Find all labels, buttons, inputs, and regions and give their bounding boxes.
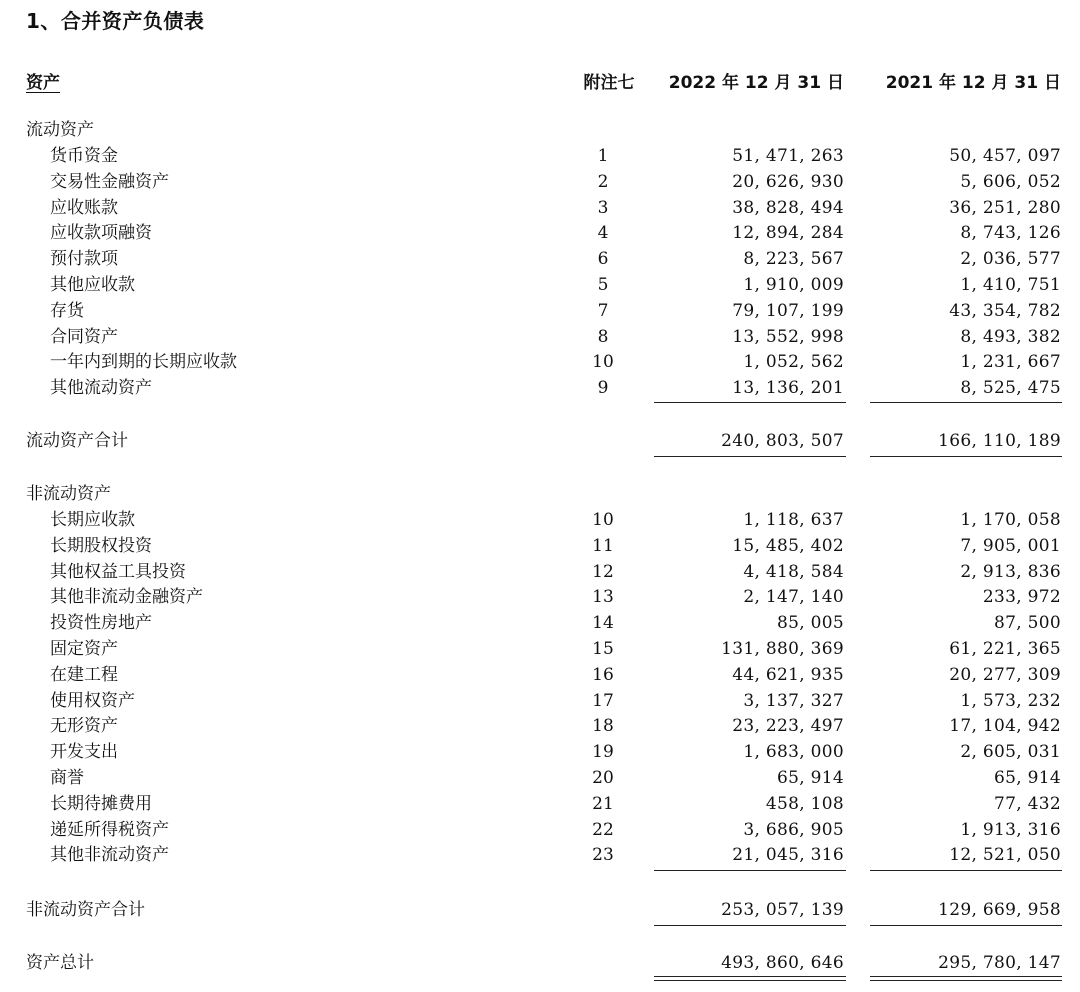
table-row <box>0 324 1080 350</box>
value-2021: 5, 606, 052 <box>960 171 1061 192</box>
table-row <box>0 195 1080 221</box>
item-label: 使用权资产 <box>50 690 135 711</box>
table-row <box>0 842 1080 868</box>
note-ref: 1 <box>597 146 609 166</box>
value-2022: 13, 552, 998 <box>732 326 844 347</box>
item-label: 应收账款 <box>50 197 118 218</box>
note-ref: 22 <box>592 819 614 840</box>
note-ref: 10 <box>592 352 614 373</box>
subtotal-rule-2021 <box>870 870 1062 871</box>
value-2022: 1, 052, 562 <box>743 352 844 373</box>
item-label: 开发支出 <box>50 742 118 763</box>
note-ref: 11 <box>592 535 614 556</box>
note-ref: 10 <box>592 510 614 530</box>
column-header-asset: 资产 <box>26 73 60 93</box>
table-row <box>0 298 1080 324</box>
value-2021: 1, 573, 232 <box>960 690 1061 711</box>
grand-total-row <box>0 950 1080 976</box>
note-ref: 12 <box>592 561 614 582</box>
value-2021: 2, 605, 031 <box>960 742 1061 763</box>
item-label: 交易性金融资产 <box>50 171 169 192</box>
note-ref: 15 <box>592 639 614 659</box>
grand-total-2022: 493, 860, 646 <box>721 953 844 973</box>
section-label: 流动资产 <box>26 120 94 140</box>
item-label: 无形资产 <box>50 716 118 737</box>
value-2022: 1, 683, 000 <box>743 742 844 763</box>
item-label: 其他非流动资产 <box>50 845 169 866</box>
value-2022: 1, 118, 637 <box>743 510 844 530</box>
total-2022: 240, 803, 507 <box>721 431 844 451</box>
value-2022: 131, 880, 369 <box>721 639 844 659</box>
value-2021: 1, 170, 058 <box>960 510 1061 530</box>
value-2022: 85, 005 <box>777 613 844 634</box>
value-2021: 233, 972 <box>982 587 1061 608</box>
value-2022: 44, 621, 935 <box>732 664 844 685</box>
item-label: 预付款项 <box>50 249 118 270</box>
total-rule-2021 <box>870 456 1062 457</box>
table-row <box>0 739 1080 765</box>
value-2021: 7, 905, 001 <box>960 535 1061 556</box>
total-label: 流动资产合计 <box>26 431 128 451</box>
column-header-2022: 2022 年 12 月 31 日 <box>668 73 844 93</box>
value-2022: 65, 914 <box>777 768 844 788</box>
value-2021: 36, 251, 280 <box>949 197 1061 218</box>
item-label: 商誉 <box>50 768 84 788</box>
note-ref: 5 <box>597 275 609 295</box>
item-label: 存货 <box>50 300 84 321</box>
total-rule-2021 <box>870 925 1062 926</box>
value-2021: 50, 457, 097 <box>949 146 1061 166</box>
table-row <box>0 169 1080 195</box>
value-2022: 13, 136, 201 <box>732 378 844 399</box>
grand-total-label: 资产总计 <box>26 953 94 973</box>
item-label: 一年内到期的长期应收款 <box>50 352 237 373</box>
value-2022: 38, 828, 494 <box>732 197 844 218</box>
note-ref: 9 <box>597 378 609 399</box>
note-ref: 3 <box>597 197 609 218</box>
value-2022: 2, 147, 140 <box>743 587 844 608</box>
item-label: 其他流动资产 <box>50 378 152 399</box>
double-rule-2021 <box>870 976 1062 981</box>
table-row <box>0 143 1080 169</box>
table-row <box>0 791 1080 817</box>
current-assets-total-row <box>0 428 1080 454</box>
column-header-note: 附注七 <box>583 73 635 93</box>
subtotal-rule-2022 <box>654 402 846 403</box>
value-2022: 8, 223, 567 <box>743 249 844 270</box>
section-label: 非流动资产 <box>26 484 111 504</box>
table-row <box>0 817 1080 843</box>
note-ref: 13 <box>592 587 614 608</box>
value-2022: 12, 894, 284 <box>732 223 844 244</box>
column-header-2021: 2021 年 12 月 31 日 <box>885 73 1061 93</box>
table-row <box>0 584 1080 610</box>
value-2021: 20, 277, 309 <box>949 664 1061 685</box>
table-row <box>0 765 1080 791</box>
table-row <box>0 349 1080 375</box>
table-row <box>0 713 1080 739</box>
value-2021: 87, 500 <box>994 613 1061 634</box>
value-2021: 1, 913, 316 <box>960 819 1061 840</box>
total-rule-2022 <box>654 456 846 457</box>
table-row <box>0 688 1080 714</box>
item-label: 应收款项融资 <box>50 223 152 244</box>
note-ref: 2 <box>597 171 609 192</box>
value-2021: 65, 914 <box>994 768 1061 788</box>
item-label: 递延所得税资产 <box>50 819 169 840</box>
note-ref: 14 <box>592 613 614 634</box>
value-2022: 21, 045, 316 <box>732 845 844 866</box>
value-2021: 77, 432 <box>994 793 1061 814</box>
item-label: 合同资产 <box>50 326 118 347</box>
double-rule-2022 <box>654 976 846 981</box>
item-label: 其他非流动金融资产 <box>50 587 203 608</box>
note-ref: 19 <box>592 742 614 763</box>
total-2021: 166, 110, 189 <box>938 431 1061 451</box>
note-ref: 18 <box>592 716 614 737</box>
table-row <box>0 559 1080 585</box>
table-row <box>0 272 1080 298</box>
item-label: 在建工程 <box>50 664 118 685</box>
value-2021: 61, 221, 365 <box>949 639 1061 659</box>
table-row <box>0 246 1080 272</box>
item-label: 固定资产 <box>50 639 118 659</box>
value-2021: 43, 354, 782 <box>949 300 1061 321</box>
value-2022: 15, 485, 402 <box>732 535 844 556</box>
value-2021: 12, 521, 050 <box>949 845 1061 866</box>
value-2022: 20, 626, 930 <box>732 171 844 192</box>
item-label: 长期股权投资 <box>50 535 152 556</box>
note-ref: 4 <box>597 223 609 244</box>
table-row <box>0 375 1080 401</box>
note-ref: 23 <box>592 845 614 866</box>
value-2022: 79, 107, 199 <box>732 300 844 321</box>
value-2022: 51, 471, 263 <box>732 146 844 166</box>
grand-total-2021: 295, 780, 147 <box>938 953 1061 973</box>
table-row <box>0 220 1080 246</box>
value-2022: 3, 686, 905 <box>743 819 844 840</box>
value-2021: 17, 104, 942 <box>949 716 1061 737</box>
value-2021: 2, 913, 836 <box>960 561 1061 582</box>
item-label: 投资性房地产 <box>50 613 152 634</box>
note-ref: 16 <box>592 664 614 685</box>
total-2021: 129, 669, 958 <box>938 900 1061 920</box>
table-row <box>0 533 1080 559</box>
item-label: 货币资金 <box>50 146 118 166</box>
note-ref: 8 <box>597 326 609 347</box>
total-rule-2022 <box>654 925 846 926</box>
item-label: 长期待摊费用 <box>50 793 152 814</box>
total-2022: 253, 057, 139 <box>721 900 844 920</box>
table-row <box>0 662 1080 688</box>
value-2021: 8, 743, 126 <box>960 223 1061 244</box>
value-2021: 8, 493, 382 <box>960 326 1061 347</box>
total-label: 非流动资产合计 <box>26 900 145 920</box>
value-2022: 458, 108 <box>765 793 844 814</box>
page-title: 1、合并资产负债表 <box>26 9 205 33</box>
value-2021: 1, 231, 667 <box>960 352 1061 373</box>
value-2022: 1, 910, 009 <box>743 275 844 295</box>
note-ref: 21 <box>592 793 614 814</box>
item-label: 长期应收款 <box>50 510 135 530</box>
value-2022: 3, 137, 327 <box>743 690 844 711</box>
subtotal-rule-2021 <box>870 402 1062 403</box>
value-2021: 2, 036, 577 <box>960 249 1061 270</box>
note-ref: 6 <box>597 249 609 270</box>
value-2022: 23, 223, 497 <box>732 716 844 737</box>
value-2022: 4, 418, 584 <box>743 561 844 582</box>
subtotal-rule-2022 <box>654 870 846 871</box>
value-2021: 1, 410, 751 <box>960 275 1061 295</box>
item-label: 其他权益工具投资 <box>50 561 186 582</box>
section-heading-noncurrent <box>0 481 1080 507</box>
table-row <box>0 507 1080 533</box>
note-ref: 7 <box>597 300 609 321</box>
section-heading-current <box>0 117 1080 143</box>
table-row <box>0 610 1080 636</box>
note-ref: 20 <box>592 768 614 788</box>
noncurrent-assets-total-row <box>0 897 1080 923</box>
value-2021: 8, 525, 475 <box>960 378 1061 399</box>
table-row <box>0 636 1080 662</box>
item-label: 其他应收款 <box>50 275 135 295</box>
note-ref: 17 <box>592 690 614 711</box>
